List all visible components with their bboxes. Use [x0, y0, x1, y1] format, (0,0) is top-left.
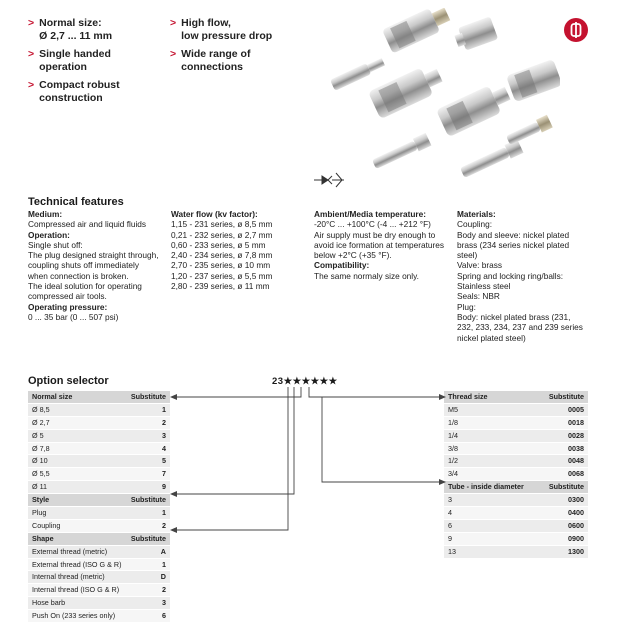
row-label: Internal thread (metric): [32, 572, 105, 582]
table-header-row: [444, 481, 588, 494]
row-substitute: 1: [162, 508, 166, 518]
row-substitute: 6: [162, 611, 166, 621]
row-substitute: 0028: [568, 430, 584, 440]
row-substitute: 9: [162, 482, 166, 492]
table-row: [28, 455, 170, 468]
row-label: External thread (ISO G & R): [32, 559, 122, 569]
row-substitute: 1: [162, 559, 166, 569]
tech-heading: Ambient/Media temperature:: [314, 209, 427, 219]
table-row: [444, 430, 588, 443]
table-header-row: [28, 533, 170, 546]
table-row: [444, 533, 588, 546]
tech-text-line: Plug:: [457, 301, 476, 312]
row-label: 9: [448, 533, 452, 543]
table-row: [28, 507, 170, 520]
table-row: [28, 404, 170, 417]
table-row: [28, 559, 170, 572]
tech-heading: Materials:: [457, 209, 496, 219]
chevron-right-icon: >: [28, 48, 35, 60]
feature-high-flow: > High flow, low pressure drop: [170, 17, 273, 42]
row-substitute: 5: [162, 456, 166, 466]
table-row: [444, 520, 588, 533]
row-label: 6: [448, 520, 452, 530]
row-substitute: 1: [162, 404, 166, 414]
tech-features-title: Technical features: [28, 196, 124, 208]
feature-compact-robust: > Compact robust construction: [28, 79, 120, 104]
table-row: [444, 404, 588, 417]
tech-text-line: 2,80 - 239 series, ø 11 mm: [171, 281, 270, 292]
brand-logo-icon: [564, 18, 588, 42]
row-substitute: A: [160, 546, 166, 556]
table-row: [28, 443, 170, 456]
chevron-right-icon: >: [170, 48, 177, 60]
row-label: Ø 7,8: [32, 443, 50, 453]
table-row: [28, 481, 170, 494]
table-row: [28, 417, 170, 430]
row-substitute: 0048: [568, 456, 584, 466]
row-label: 1/4: [448, 430, 458, 440]
tech-heading: Operating pressure:: [28, 301, 108, 312]
tech-text-line: Air supply must be dry enough to: [314, 229, 436, 240]
product-photo: [310, 8, 560, 193]
row-label: Tube - inside diameter: [448, 482, 524, 492]
feature-normal-size: > Normal size: Ø 2,7 ... 11 mm: [28, 17, 113, 42]
row-substitute: 0068: [568, 469, 584, 479]
row-label: Push On (233 series only): [32, 611, 116, 621]
table-row: [28, 584, 170, 597]
tech-text-line: The plug designed straight through,: [28, 250, 159, 261]
chevron-right-icon: >: [28, 79, 35, 91]
tech-text-line: 0 ... 35 bar (0 ... 507 psi): [28, 311, 119, 322]
table-row: [28, 546, 170, 559]
tech-text-line: steel): [457, 250, 478, 261]
row-substitute: 0600: [568, 520, 584, 530]
row-substitute: Substitute: [130, 533, 166, 543]
tech-text-line: Compressed air and liquid fluids: [28, 219, 147, 230]
tech-text-line: avoid ice formation at temperatures: [314, 239, 445, 250]
table-row: [28, 430, 170, 443]
table-row: [444, 468, 588, 481]
tech-text-line: -20°C ... +100°C (-4 ... +212 °F): [314, 219, 431, 230]
table-row: [444, 443, 588, 456]
row-substitute: Substitute: [548, 482, 584, 492]
row-substitute: 2: [162, 417, 166, 427]
table-row: [444, 455, 588, 468]
row-label: Plug: [32, 508, 47, 518]
row-label: Internal thread (ISO G & R): [32, 585, 120, 595]
row-substitute: 1300: [568, 546, 584, 556]
tech-text-line: 232, 233, 234, 237 and 239 series: [457, 322, 583, 333]
row-substitute: 4: [162, 443, 166, 453]
order-code: 23★★★★★★: [272, 376, 338, 387]
row-label: 3/4: [448, 469, 458, 479]
table-row: [28, 571, 170, 584]
row-label: Ø 2,7: [32, 417, 50, 427]
chevron-right-icon: >: [170, 17, 177, 29]
row-substitute: 2: [162, 585, 166, 595]
tech-col-medium: [28, 209, 159, 322]
row-label: 4: [448, 508, 452, 518]
table-row: [28, 468, 170, 481]
tech-text-line: Seals: NBR: [457, 291, 500, 302]
tech-text-line: Spring and locking ring/balls:: [457, 270, 564, 281]
tech-text-line: Body: nickel plated brass (231,: [457, 311, 571, 322]
table-row: [444, 417, 588, 430]
tech-col-water-flow: [171, 209, 272, 291]
tech-text-line: 0,60 - 233 series, ø 5 mm: [171, 239, 266, 250]
tech-text-line: nickel plated steel): [457, 332, 526, 343]
row-label: Ø 5,5: [32, 469, 50, 479]
tech-text-line: brass (234 series nickel plated: [457, 239, 570, 250]
tech-text-line: The same normaly size only.: [314, 270, 419, 281]
tech-text-line: 1,20 - 237 series, ø 5,5 mm: [171, 270, 273, 281]
option-selector-title: Option selector: [28, 375, 109, 387]
row-label: Normal size: [32, 392, 73, 401]
row-substitute: 7: [162, 469, 166, 479]
tech-text-line: Coupling:: [457, 219, 493, 230]
table-row: [444, 507, 588, 520]
feature-wide-range: > Wide range of connections: [170, 48, 251, 73]
table-header-row: [28, 391, 170, 404]
row-label: 13: [448, 546, 456, 556]
row-substitute: Substitute: [548, 392, 584, 401]
table-row: [444, 546, 588, 559]
row-substitute: D: [160, 572, 166, 582]
tech-text-line: The ideal solution for operating: [28, 281, 142, 292]
row-substitute: 0038: [568, 443, 584, 453]
chevron-right-icon: >: [28, 17, 35, 29]
row-substitute: 3: [162, 598, 166, 608]
row-substitute: Substitute: [130, 392, 166, 401]
row-substitute: 0400: [568, 508, 584, 518]
tech-text-line: when connection is broken.: [28, 270, 129, 281]
table-row: [28, 520, 170, 533]
row-substitute: 2: [162, 520, 166, 530]
tech-heading: Compatibility:: [314, 260, 370, 271]
tech-text-line: 1,15 - 231 series, ø 8,5 mm: [171, 219, 273, 230]
row-substitute: Substitute: [130, 495, 166, 505]
row-label: M5: [448, 404, 458, 414]
tech-text-line: 0,21 - 232 series, ø 2,7 mm: [171, 229, 273, 240]
option-table-right: [444, 391, 588, 559]
table-row: [444, 494, 588, 507]
row-label: Thread size: [448, 392, 488, 401]
tech-col-temperature: [314, 209, 444, 281]
tech-text-line: below +2°C (+35 °F).: [314, 250, 392, 261]
tech-text-line: Valve: brass: [457, 260, 503, 271]
tech-text-line: Body and sleeve: nickel plated: [457, 229, 570, 240]
table-row: [28, 597, 170, 610]
row-label: Shape: [32, 533, 54, 543]
tech-heading: Operation:: [28, 229, 70, 240]
tech-heading: Water flow (kv factor):: [171, 209, 258, 219]
row-label: Coupling: [32, 520, 61, 530]
row-label: Ø 10: [32, 456, 48, 466]
row-label: Ø 5: [32, 430, 44, 440]
tech-text-line: Single shut off:: [28, 239, 83, 250]
row-substitute: 0300: [568, 495, 584, 505]
tech-heading: Medium:: [28, 209, 63, 219]
row-label: 3/8: [448, 443, 458, 453]
tech-col-materials: [457, 209, 583, 343]
tech-text-line: coupling shuts off immediately: [28, 260, 139, 271]
tech-text-line: Stainless steel: [457, 281, 511, 292]
tech-text-line: 2,70 - 235 series, ø 10 mm: [171, 260, 271, 271]
row-label: Style: [32, 495, 50, 505]
row-substitute: 0900: [568, 533, 584, 543]
table-header-row: [28, 494, 170, 507]
option-table-left: [28, 391, 170, 623]
row-substitute: 0018: [568, 417, 584, 427]
row-label: 1/8: [448, 417, 458, 427]
tech-text-line: compressed air tools.: [28, 291, 107, 302]
tech-text-line: 2,40 - 234 series, ø 7,8 mm: [171, 250, 273, 261]
row-label: Ø 11: [32, 482, 48, 492]
feature-single-handed: > Single handed operation: [28, 48, 111, 73]
row-label: Ø 8,5: [32, 404, 50, 414]
row-label: External thread (metric): [32, 546, 108, 556]
table-row: [28, 610, 170, 623]
row-substitute: 0005: [568, 404, 584, 414]
row-label: 3: [448, 495, 452, 505]
table-header-row: [444, 391, 588, 404]
row-label: 1/2: [448, 456, 458, 466]
row-substitute: 3: [162, 430, 166, 440]
row-label: Hose barb: [32, 598, 66, 608]
